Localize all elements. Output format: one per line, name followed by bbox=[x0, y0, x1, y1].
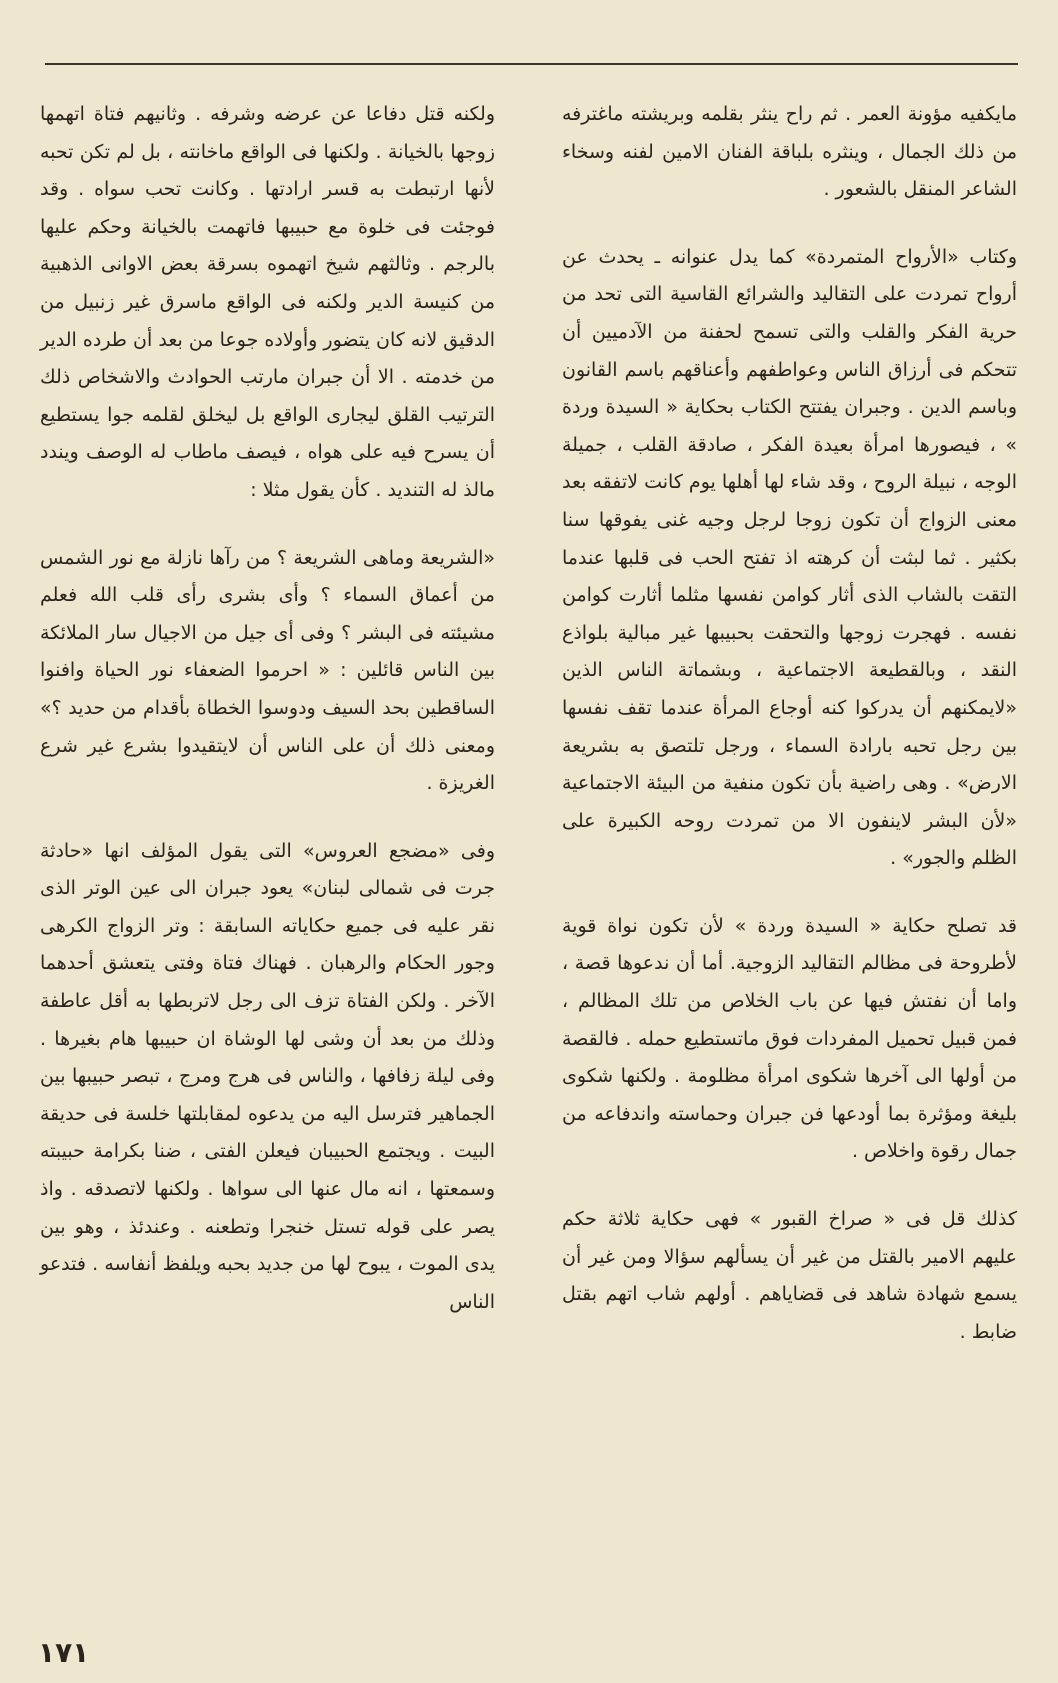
paragraph: وكتاب «الأرواح المتمردة» كما يدل عنوانه ـ يحدث عن أرواح تمردت على التقاليد والشرائع القاسية التى تحد من حرية الفكر والقلب والتى تسمح لحفنة من الآدميين أن تتحكم فى أرزاق الناس وعواطفهم وأعناقهم باسم القانون وباسم الدين . وجبران يفتتح الكتاب بحكاية « السيدة وردة » ، فيصورها امرأة بعيدة الفكر ، صادقة القلب ، جميلة الوجه ، نبيلة الروح ، وقد شاء لها أهلها يوم كانت لاتفقه بعد معنى الزواج أن تكون زوجا لرجل وجيه غنى يفوقها سنا بكثير . ثما لبثت أن كرهته اذ تفتح الحب فى قلبها عندما التقت بالشاب الذى أثار كوامن نفسها مثلما أثارت كوامن نفسه . فهجرت زوجها والتحقت بحبيبها غير مبالية بلواذع النقد ، وبالقطيعة الاجتماعية ، وبشماتة الناس الذين «لايمكنهم أن يدركوا كنه أوجاع المرأة عندما تقف نفسها بين رجل تحبه بارادة السماء ، ورجل تلتصق به بشريعة الارض» . وهى راضية بأن تكون منفية من البيئة الاجتماعية «لأن البشر لاينفون الا من تمردت روحه الكبيرة على الظلم والجور» . bbox=[562, 245, 1017, 870]
paragraph: وفى «مضجع العروس» التى يقول المؤلف انها «حادثة جرت فى شمالى لبنان» يعود جبران الى عين الوتر الذى نقر عليه فى جميع حكاياته السابقة : وتر الزواج الكرهى وجور الحكام والرهبان . فهناك فتاة وفتى يتعشق أحدهما الآخر . ولكن الفتاة تزف الى رجل لاتربطها به أقل عاطفة وذلك من بعد أن وشى لها الوشاة ان حبيبها هام بغيرها . وفى ليلة زفافها ، والناس فى هرج ومرج ، تبصر حبيبها بين الجماهير فترسل اليه من يدعوه لمقابلتها خلسة فى حديقة البيت . ويجتمع الحبيبان فيعلن الفتى ، ضنا بكرامة حبيبته وسمعتها ، انه مال عنها الى سواها . ولكنها لاتصدقه . واذ يصر على قوله تستل خنجرا وتطعنه . وعندئذ ، وهو بين يدى الموت ، يبوح لها من جديد بحبه ويلفظ أنفاسه . فتدعو الناس bbox=[40, 839, 495, 1313]
left-column bbox=[40, 96, 495, 1321]
paragraph: «الشريعة وماهى الشريعة ؟ من رآها نازلة مع نور الشمس من أعماق السماء ؟ وأى بشرى رأى قلب الله فعلم مشيئته فى البشر ؟ وفى أى جيل من الاجيال سار الملائكة بين الناس قائلين : « احرموا الضعفاء نور الحياة وافنوا الساقطين بحد السيف ودوسوا الخطاة بأقدام من حديد ؟» ومعنى ذلك أن على الناس أن لايتقيدوا بشرع غير شرع الغريزة . bbox=[40, 546, 495, 795]
paragraph: مايكفيه مؤونة العمر . ثم راح ينثر بقلمه وبريشته ماغترفه من ذلك الجمال ، وينثره بلباقة الفنان الامين لفنه وسخاء الشاعر المنقل بالشعور . bbox=[562, 103, 1017, 201]
top-rule bbox=[45, 63, 1018, 65]
page-number: ١٧١ bbox=[38, 1636, 90, 1669]
paragraph: ولكنه قتل دفاعا عن عرضه وشرفه . وثانيهم فتاة اتهمها زوجها بالخيانة . ولكنها فى الواقع ماخانته ، بل لم تكن تحبه لأنها ارتبطت به قسر ارادتها . وكانت تحب سواه . وقد فوجئت فى خلوة مع حبيبها فاتهمت بالخيانة وحكم عليها بالرجم . وثالثهم شيخ اتهموه بسرقة بعض الاوانى الذهبية من كنيسة الدير ولكنه فى الواقع ماسرق غير زنبيل من الدقيق لانه كان يتضور وأولاده جوعا من بعد أن طرده الدير من خدمته . الا أن جبران مارتب الحوادث والاشخاص ذلك الترتيب القلق ليجارى الواقع بل ليخلق لقلمه جوا يستطيع أن يسرح فيه على هواه ، فيصف ماطاب له الوصف ويندد مالذ له التنديد . كأن يقول مثلا : bbox=[40, 103, 495, 501]
paragraph: قد تصلح حكاية « السيدة وردة » لأن تكون نواة قوية لأطروحة فى مظالم التقاليد الزوجية. أما أن ندعوها قصة ، واما أن نفتش فيها عن باب الخلاص من تلك المظالم ، فمن قبيل تحميل المفردات فوق ماتستطيع حمله . فالقصة من أولها الى آخرها شكوى امرأة مظلومة . ولكنها شكوى بليغة ومؤثرة بما أودعها فن جبران وحماسته واندفاعه من جمال رقوة واخلاص . bbox=[562, 914, 1017, 1163]
paragraph: كذلك قل فى « صراخ القبور » فهى حكاية ثلاثة حكم عليهم الامير بالقتل من غير أن يسألهم سؤالا ومن غير أن يسمع شهادة شاهد فى قضاياهم . أولهم شاب اتهم بقتل ضابط . bbox=[562, 1208, 1017, 1343]
right-column bbox=[562, 96, 1017, 1351]
